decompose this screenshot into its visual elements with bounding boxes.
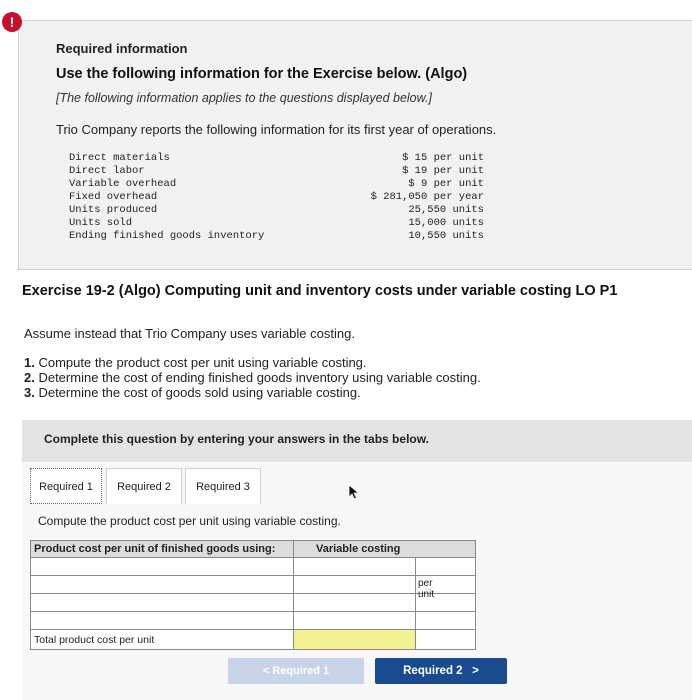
assume-text: Assume instead that Trio Company uses variable costing.	[24, 326, 355, 341]
step-number: 3.	[24, 385, 35, 400]
data-value: $ 19 per unit	[402, 165, 484, 177]
cost-amount-input[interactable]	[294, 558, 416, 576]
cost-amount-input[interactable]	[294, 576, 416, 594]
cost-item-input[interactable]	[30, 558, 294, 576]
data-value: 15,000 units	[408, 217, 484, 229]
cost-item-input[interactable]	[30, 612, 294, 630]
data-value: $ 9 per unit	[408, 178, 484, 190]
total-cost-input[interactable]	[294, 630, 416, 650]
data-row	[69, 152, 484, 165]
required-info-heading: Required information	[56, 41, 188, 56]
grid-cell	[416, 612, 476, 630]
step-text: Compute the product cost per unit using variable costing.	[34, 355, 367, 370]
next-button[interactable]	[375, 658, 507, 684]
mouse-cursor-icon	[348, 484, 362, 500]
grid-header-label: Product cost per unit of finished goods using:	[30, 540, 294, 558]
step-number: 1.	[24, 355, 35, 370]
data-value: $ 281,050 per year	[370, 191, 484, 203]
grid-header-variable-costing: Variable costing	[294, 540, 476, 558]
tab-required-1[interactable]: Required 1	[30, 468, 102, 504]
company-data-table	[69, 152, 484, 243]
data-value: 25,550 units	[408, 204, 484, 216]
cost-item-input[interactable]	[30, 576, 294, 594]
previous-button-label: Required 1	[272, 665, 330, 677]
step-text: Determine the cost of ending finished goods inventory using variable costing.	[34, 370, 481, 385]
complete-prompt: Complete this question by entering your answers in the tabs below.	[44, 432, 429, 446]
step-item	[24, 355, 481, 370]
next-button-label: Required 2	[403, 665, 463, 677]
step-text: Determine the cost of goods sold using variable costing.	[34, 385, 361, 400]
chevron-right-icon: >	[465, 665, 479, 677]
data-row	[69, 204, 484, 217]
tab-required-3[interactable]: Required 3	[185, 468, 261, 504]
tab-required-2[interactable]: Required 2	[106, 468, 182, 504]
step-number: 2.	[24, 370, 35, 385]
intro-text: Trio Company reports the following information for its first year of operations.	[56, 122, 497, 137]
data-row	[69, 217, 484, 230]
data-label: Ending finished goods inventory	[69, 230, 265, 242]
instruction-steps	[24, 355, 481, 400]
data-label: Direct materials	[69, 152, 170, 164]
alert-icon: !	[2, 12, 22, 32]
exercise-title: Exercise 19-2 (Algo) Computing unit and inventory costs under variable costing LO P1	[22, 283, 618, 299]
data-row	[69, 165, 484, 178]
complete-instructions-bar	[22, 420, 692, 462]
data-label: Variable overhead	[69, 178, 177, 190]
data-label: Direct labor	[69, 165, 145, 177]
cost-amount-input[interactable]	[294, 594, 416, 612]
data-row	[69, 178, 484, 191]
compute-prompt: Compute the product cost per unit using variable costing.	[38, 514, 341, 528]
cost-amount-input[interactable]	[294, 612, 416, 630]
data-value: 10,550 units	[408, 230, 484, 242]
chevron-left-icon: <	[262, 665, 270, 677]
grid-cell	[416, 558, 476, 576]
cost-item-input[interactable]	[30, 594, 294, 612]
data-row	[69, 230, 484, 243]
use-following-heading: Use the following information for the Exercise below. (Algo)	[56, 66, 468, 82]
step-item	[24, 385, 481, 400]
data-label: Units sold	[69, 217, 133, 229]
per-unit-label: per unit	[418, 578, 435, 600]
step-item	[24, 370, 481, 385]
previous-button[interactable]	[228, 658, 364, 684]
data-label: Fixed overhead	[69, 191, 158, 203]
applies-note: [The following information applies to the questions displayed below.]	[56, 91, 432, 105]
data-row	[69, 191, 484, 204]
data-label: Units produced	[69, 204, 158, 216]
total-cost-label: Total product cost per unit	[30, 630, 294, 650]
grid-cell	[416, 630, 476, 650]
data-value: $ 15 per unit	[402, 152, 484, 164]
